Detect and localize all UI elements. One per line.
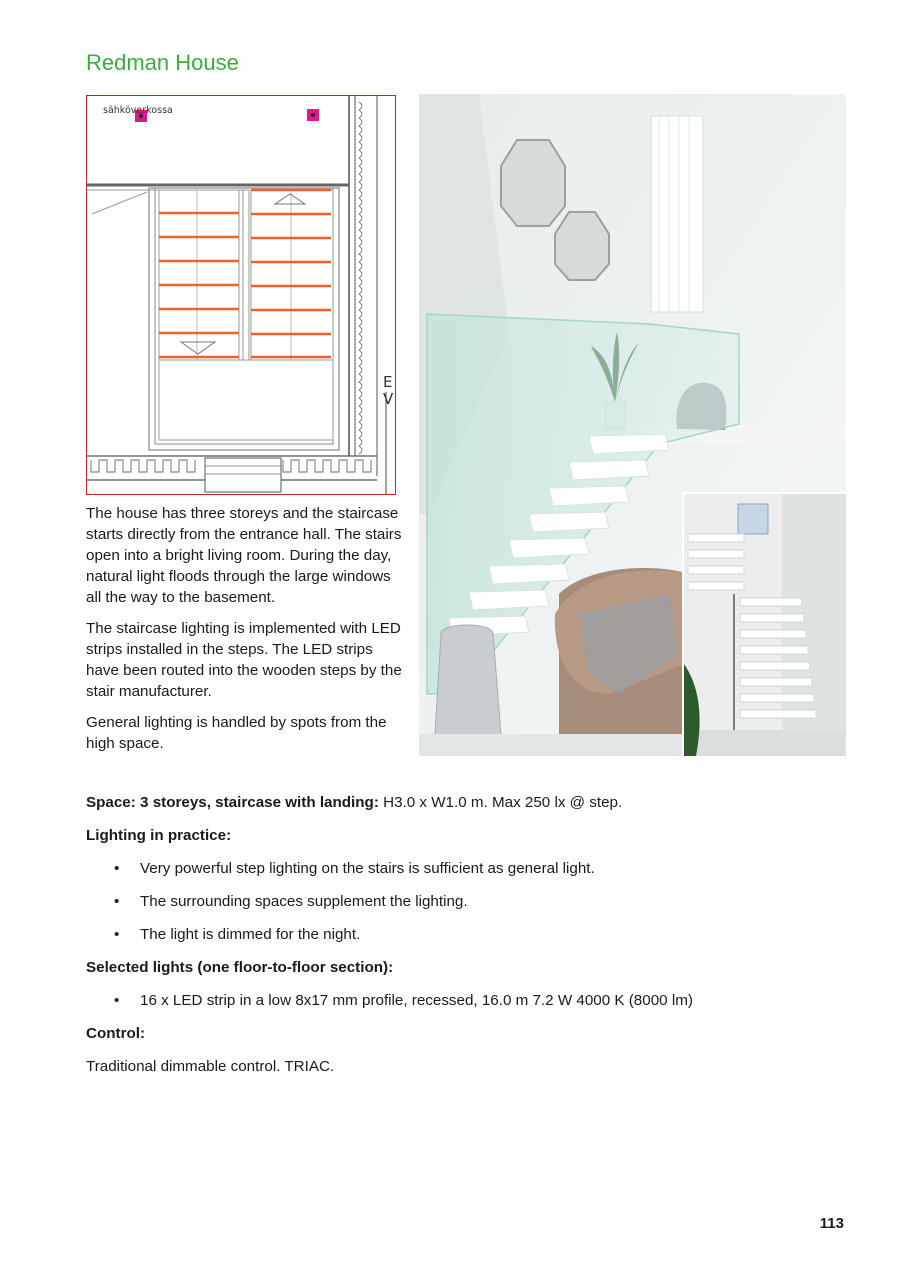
selected-lights-list bbox=[86, 990, 846, 1011]
space-label: Space: 3 storeys, staircase with landing: bbox=[86, 794, 379, 811]
selected-lights-heading: Selected lights (one floor-to-floor section): bbox=[86, 959, 394, 976]
bullet-dot: • bbox=[114, 926, 120, 943]
practice-list bbox=[86, 858, 846, 945]
bullet-dot: • bbox=[114, 860, 120, 877]
intro-paragraph-2: The staircase lighting is implemented with LED strips installed in the steps. The LED strips have been routed into the wooden steps by the stair manufacturer. bbox=[86, 620, 402, 700]
plan-label: sähköverkossa bbox=[103, 105, 173, 116]
plan-ev-letter-v: V bbox=[383, 390, 394, 408]
floor-plan-drawing bbox=[86, 95, 396, 495]
list-item: • 16 x LED strip in a low 8x17 mm profile, recessed, 16.0 m 7.2 W 4000 K (8000 lm) bbox=[114, 992, 693, 1009]
list-item: • Very powerful step lighting on the stairs is sufficient as general light. bbox=[114, 860, 595, 877]
plan-ev-marker bbox=[383, 374, 393, 408]
staircase-inset-photo bbox=[682, 492, 846, 756]
practice-heading: Lighting in practice: bbox=[86, 827, 232, 844]
floor-plan-svg bbox=[87, 96, 395, 494]
staircase-inset-photo-svg bbox=[684, 494, 846, 756]
control-heading: Control: bbox=[86, 1025, 146, 1042]
intro-paragraph-1: The house has three storeys and the staircase starts directly from the entrance hall. The stairs open into a bright living room. During the day, natural light floods through the large windows all the way to the basement. bbox=[86, 505, 402, 606]
list-item: • The light is dimmed for the night. bbox=[114, 926, 361, 943]
intro-paragraph-3: General lighting is handled by spots from the high space. bbox=[86, 714, 387, 752]
plan-ev-letter-e: E bbox=[383, 373, 393, 391]
space-value: H3.0 x W1.0 m. Max 250 lx @ step. bbox=[378, 794, 623, 811]
page-number: 113 bbox=[819, 1215, 844, 1232]
details-section bbox=[86, 792, 846, 1077]
control-text: Traditional dimmable control. TRIAC. bbox=[86, 1058, 335, 1075]
bullet-dot: • bbox=[114, 992, 120, 1009]
page-title: Redman House bbox=[86, 50, 239, 75]
intro-column bbox=[86, 503, 408, 764]
space-spec bbox=[86, 792, 846, 813]
bullet-dot: • bbox=[114, 893, 120, 910]
list-item: • The surrounding spaces supplement the lighting. bbox=[114, 893, 468, 910]
